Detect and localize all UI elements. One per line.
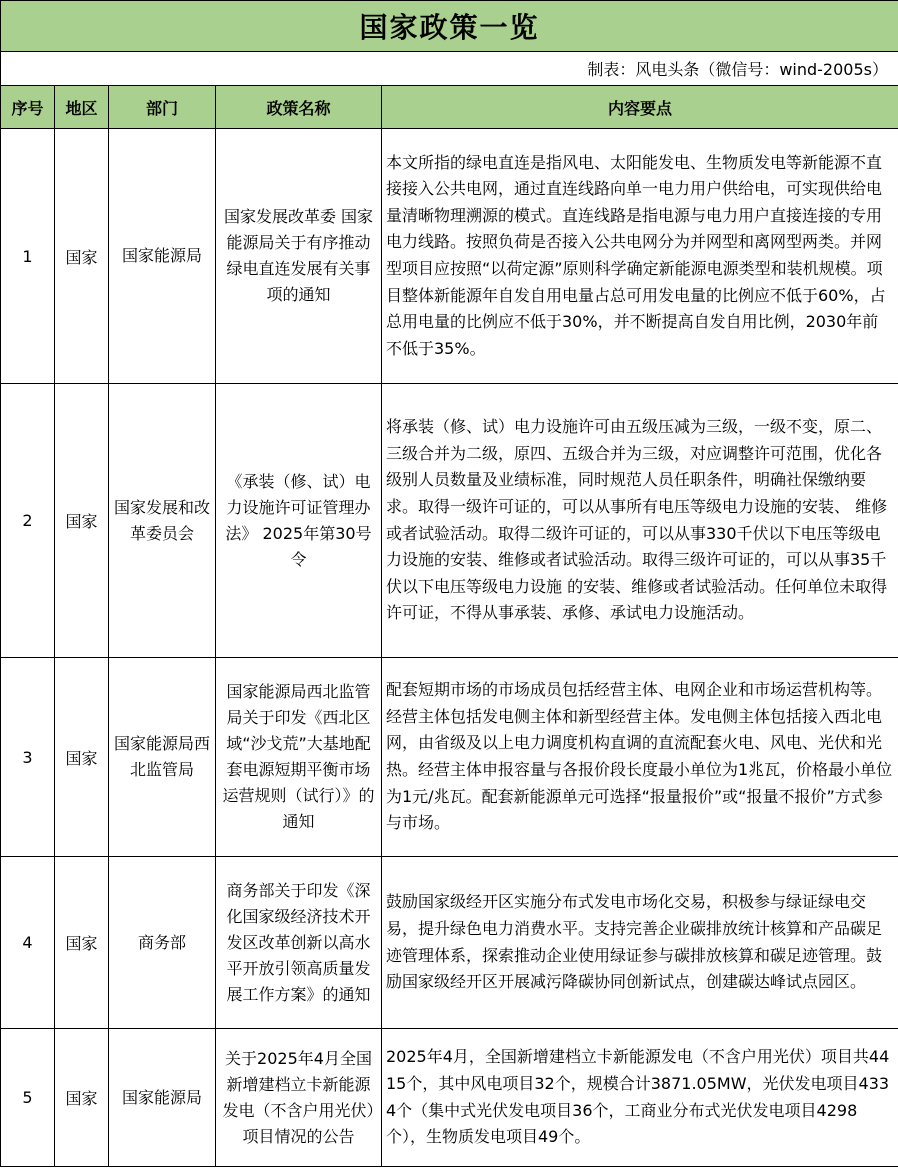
row-number: 4 [1,857,55,1029]
row-content: 鼓励国家级经开区实施分布式发电市场化交易，积极参与绿证绿电交易，提升绿色电力消费水平。支持完善企业碳排放统计核算和产品碳足迹管理体系，探索推动企业使用绿证参与碳排放核算和碳足迹管理。鼓励国家级经开区开展减污降碳协同创新试点，创建碳达峰试点园区。 [382,857,898,1029]
row-department [109,384,216,658]
row-number: 1 [1,129,55,384]
row-number: 2 [1,384,55,658]
credit-row [1,52,898,86]
title-row [1,1,898,52]
row-department [109,658,216,857]
row-region: 国家 [55,384,109,658]
column-header-content: 内容要点 [382,86,898,129]
table-row [1,857,898,1029]
row-content: 配套短期市场的市场成员包括经营主体、电网企业和市场运营机构等。经营主体包括发电侧主体和新型经营主体。发电侧主体包括接入西北电网，由省级及以上电力调度机构直调的直流配套火电、风电、光伏和光热。经营主体申报容量与各报价段长度最小单位为1兆瓦，价格最小单位为1元/兆瓦。配套新能源单元可选择“报量报价”或“报量不报价”方式参与市场。 [382,658,898,857]
row-region: 国家 [55,857,109,1029]
header-row [1,86,898,129]
table-row [1,1029,898,1167]
column-header-number: 序号 [1,86,55,129]
row-department-text: 商务部 [137,932,186,952]
column-header-department: 部门 [109,86,216,129]
row-department-text: 国家发展和改革委员会 [113,497,210,543]
row-region: 国家 [55,1029,109,1167]
row-content: 将承装（修、试）电力设施许可由五级压减为三级，一级不变，原二、三级合并为二级，原四、五级合并为三级，对应调整许可范围，优化各级别人员数量及业绩标准，同时规范人员任职条件，明确社保缴纳要求。取得一级许可证的，可以从事所有电压等级电力设施的安装、 维修或者试验活动。取得二级许可证的，可以从事330千伏以下电压等级电力设施的安装、维修或者试验活动。取得三级许可证的，可以从事35千伏以下电压等级电力设施 的安装、维修或者试验活动。任何单位未取得许可证，不得从事承装、承修、承试电力设施活动。 [382,384,898,658]
row-department-text: 国家能源局 [121,1087,202,1107]
row-department [109,857,216,1029]
row-department-text: 国家能源局西北监管局 [113,734,210,779]
row-policy-name: 商务部关于印发《深化国家级经济技术开发区改革创新以高水平开放引领高质量发展工作方案》的通知 [216,857,382,1029]
column-header-region: 地区 [55,86,109,129]
column-header-policy-name: 政策名称 [216,86,382,129]
table-credit: 制表：风电头条（微信号：wind-2005s） [1,52,898,86]
row-content: 2025年4月，全国新增建档立卡新能源发电（不含户用光伏）项目共4415个，其中风电项目32个，规模合计3871.05MW，光伏发电项目4334个（集中式光伏发电项目36个，工商业分布式光伏发电项目4298个），生物质发电项目49个。 [382,1029,898,1167]
row-region: 国家 [55,129,109,384]
row-policy-name: 《承装（修、试）电力设施许可证管理办法》 2025年第30号令 [216,384,382,658]
row-number: 3 [1,658,55,857]
row-department [109,1029,216,1167]
table-row [1,384,898,658]
table-row [1,658,898,857]
row-policy-name: 关于2025年4月全国新增建档立卡新能源发电（不含户用光伏）项目情况的公告 [216,1029,382,1167]
row-content: 本文所指的绿电直连是指风电、太阳能发电、生物质发电等新能源不直接接入公共电网，通过直连线路向单一电力用户供给电，可实现供给电量清晰物理溯源的模式。直连线路是指电源与电力用户直接连接的专用电力线路。按照负荷是否接入公共电网分为并网型和离网型两类。并网型项目应按照“以荷定源”原则科学确定新能源电源类型和装机规模。项目整体新能源年自发自用电量占总可用发电量的比例应不低于60%，占总用电量的比例应不低于30%，并不断提高自发自用比例，2030年前不低于35%。 [382,129,898,384]
table-row [1,129,898,384]
row-number: 5 [1,1029,55,1167]
table-title: 国家政策一览 [1,1,898,52]
row-department-text: 国家能源局 [121,246,202,265]
row-policy-name: 国家能源局西北监管局关于印发《西北区域“沙戈荒”大基地配套电源短期平衡市场运营规则（试行）》的通知 [216,658,382,857]
row-department [109,129,216,384]
row-region: 国家 [55,658,109,857]
row-policy-name: 国家发展改革委 国家能源局关于有序推动绿电直连发展有关事项的通知 [216,129,382,384]
